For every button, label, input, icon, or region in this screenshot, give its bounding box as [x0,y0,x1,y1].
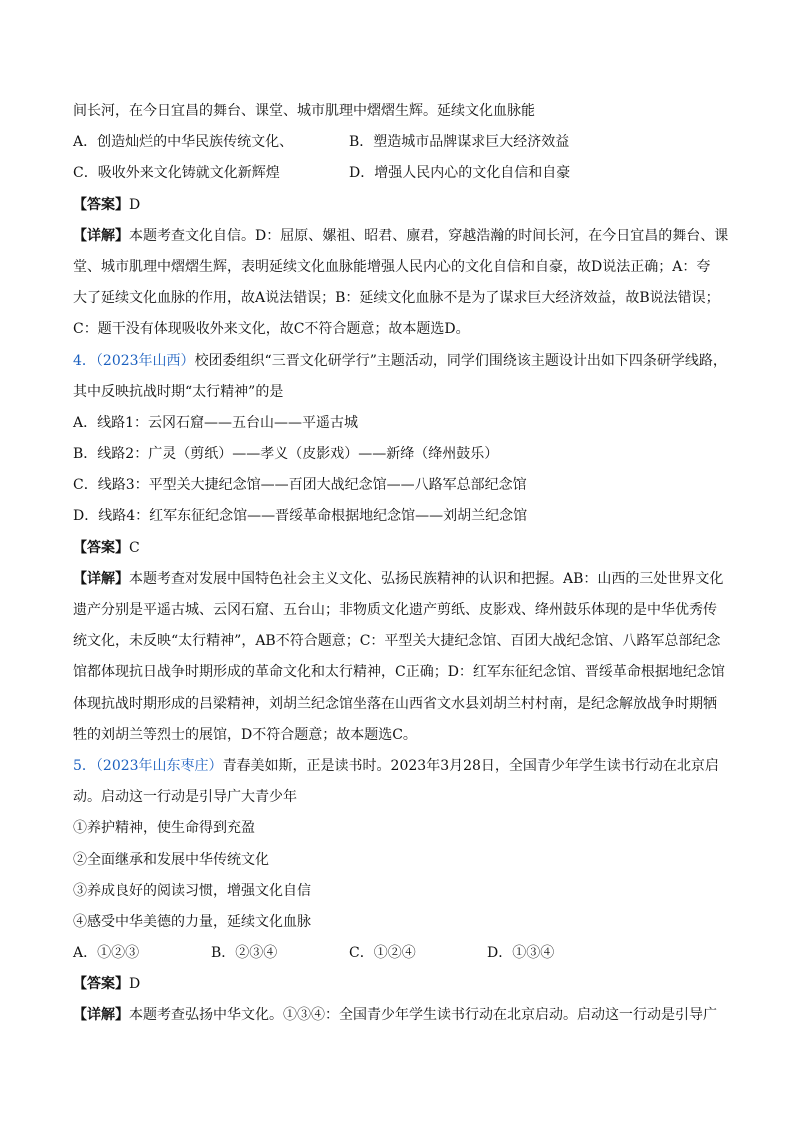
q5-statement-3: ③养成良好的阅读习惯，增强文化自信 [73,882,311,899]
q3-detail-line-1: 【详解】本题考查文化自信。D：屈原、嫘祖、昭君、廪君，穿越浩瀚的时间长河，在今日宜昌的舞台、课 [73,227,729,244]
q4-option-b[interactable]: B．线路2：广灵（剪纸）——孝义（皮影戏）——新绛（绛州鼓乐） [73,446,499,463]
q3-stem-tail: 间长河，在今日宜昌的舞台、课堂、城市肌理中熠熠生辉。延续文化血脉能 [73,103,535,119]
q5-option-c[interactable]: C．①②④ [349,945,416,962]
q4-option-c[interactable]: C．线路3：平型关大捷纪念馆——百团大战纪念馆——八路军总部纪念馆 [73,477,527,494]
detail-tag: 【详解】 [73,1007,129,1024]
q4-number: 4． [73,352,96,369]
q3-detail-line-3: 大了延续文化血脉的作用，故A说法错误；B：延续文化血脉不是为了谋求巨大经济效益，故B说法错误； [73,290,720,307]
q3-option-c[interactable]: C．吸收外来文化铸就文化新辉煌 [73,165,280,182]
q4-detail-line-6: 牲的刘胡兰等烈士的展馆，D不符合题意；故本题选C。 [73,726,417,743]
q3-detail-line-4: C：题干没有体现吸收外来文化，故C不符合题意；故本题选D。 [73,321,470,338]
q5-options-row [73,938,723,969]
q3-detail-line-2: 堂、城市肌理中熠熠生辉，表明延续文化血脉能增强人民内心的文化自信和自豪，故D说法正确；A：夸 [73,258,711,275]
answer-value: D [129,196,141,213]
q4-source: （2023年山西） [95,352,195,369]
q5-answer [73,969,723,1000]
q4-detail-line-1: 【详解】本题考查对发展中国特色社会主义文化、弘扬民族精神的认识和把握。AB：山西的三处世界文化 [73,570,724,587]
q5-number: 5． [73,757,96,774]
q5-statement-2: ②全面继承和发展中华传统文化 [73,851,269,868]
q4-stem-line-2: 其中反映抗战时期“太行精神”的是 [73,383,284,400]
q4-answer [73,533,723,564]
answer-tag: 【答案】 [73,539,129,556]
q3-option-a[interactable]: A．创造灿烂的中华民族传统文化、 [73,134,294,151]
q5-source: （2023年山东枣庄） [95,757,223,774]
q4-detail-line-5: 体现抗战时期形成的吕梁精神，刘胡兰纪念馆坐落在山西省文水县刘胡兰村村南，是纪念解放战争时期牺 [73,695,717,712]
q4-detail-line-4: 馆都体现抗日战争时期形成的革命文化和太行精神，C正确；D：红军东征纪念馆、晋绥革命根据地纪念馆 [73,664,725,681]
q5-option-d[interactable]: D．①③④ [487,945,555,962]
q4-option-d[interactable]: D．线路4：红军东征纪念馆——晋绥革命根据地纪念馆——刘胡兰纪念馆 [73,508,528,525]
detail-tag: 【详解】 [73,227,129,244]
q4-detail-line-3: 统文化，未反映“太行精神”，AB不符合题意；C：平型关大捷纪念馆、百团大战纪念馆、八路军总部纪念 [73,633,721,650]
q3-option-b[interactable]: B．塑造城市品牌谋求巨大经济效益 [349,134,570,151]
exam-page [73,96,729,1032]
q5-stem-line-2: 动。启动这一行动是引导广大青少年 [73,789,297,806]
q3-options-row-1 [73,127,723,158]
q5-detail-line-1: 【详解】本题考查弘扬中华文化。①③④：全国青少年学生读书行动在北京启动。启动这一行动是引导广 [73,1007,717,1024]
q5-option-a[interactable]: A．①②③ [73,945,140,962]
answer-tag: 【答案】 [73,976,129,993]
q5-statement-4: ④感受中华美德的力量，延续文化血脉 [73,913,311,930]
q5-statement-1: ①养护精神，使生命得到充盈 [73,820,255,837]
q5-option-b[interactable]: B．②③④ [211,945,278,962]
q4-detail-line-2: 遗产分别是平遥古城、云冈石窟、五台山；非物质文化遗产剪纸、皮影戏、绛州鼓乐体现的是中华优秀传 [73,602,717,618]
q5-stem-line-1: 5．（2023年山东枣庄）青春美如斯，正是读书时。2023年3月28日，全国青少年学生读书行动在北京启 [73,757,719,774]
q4-stem-line-1: 4．（2023年山西）校团委组织“三晋文化研学行”主题活动，同学们围绕该主题设计出如下四条研学线路， [73,352,727,369]
answer-tag: 【答案】 [73,196,129,213]
q3-option-d[interactable]: D．增强人民内心的文化自信和自豪 [349,165,571,182]
q4-option-a[interactable]: A．线路1：云冈石窟——五台山——平遥古城 [73,414,359,431]
answer-value: D [129,976,141,993]
q3-options-row-2 [73,158,723,189]
q3-answer [73,190,723,221]
answer-value: C [129,539,140,556]
detail-tag: 【详解】 [73,570,129,587]
